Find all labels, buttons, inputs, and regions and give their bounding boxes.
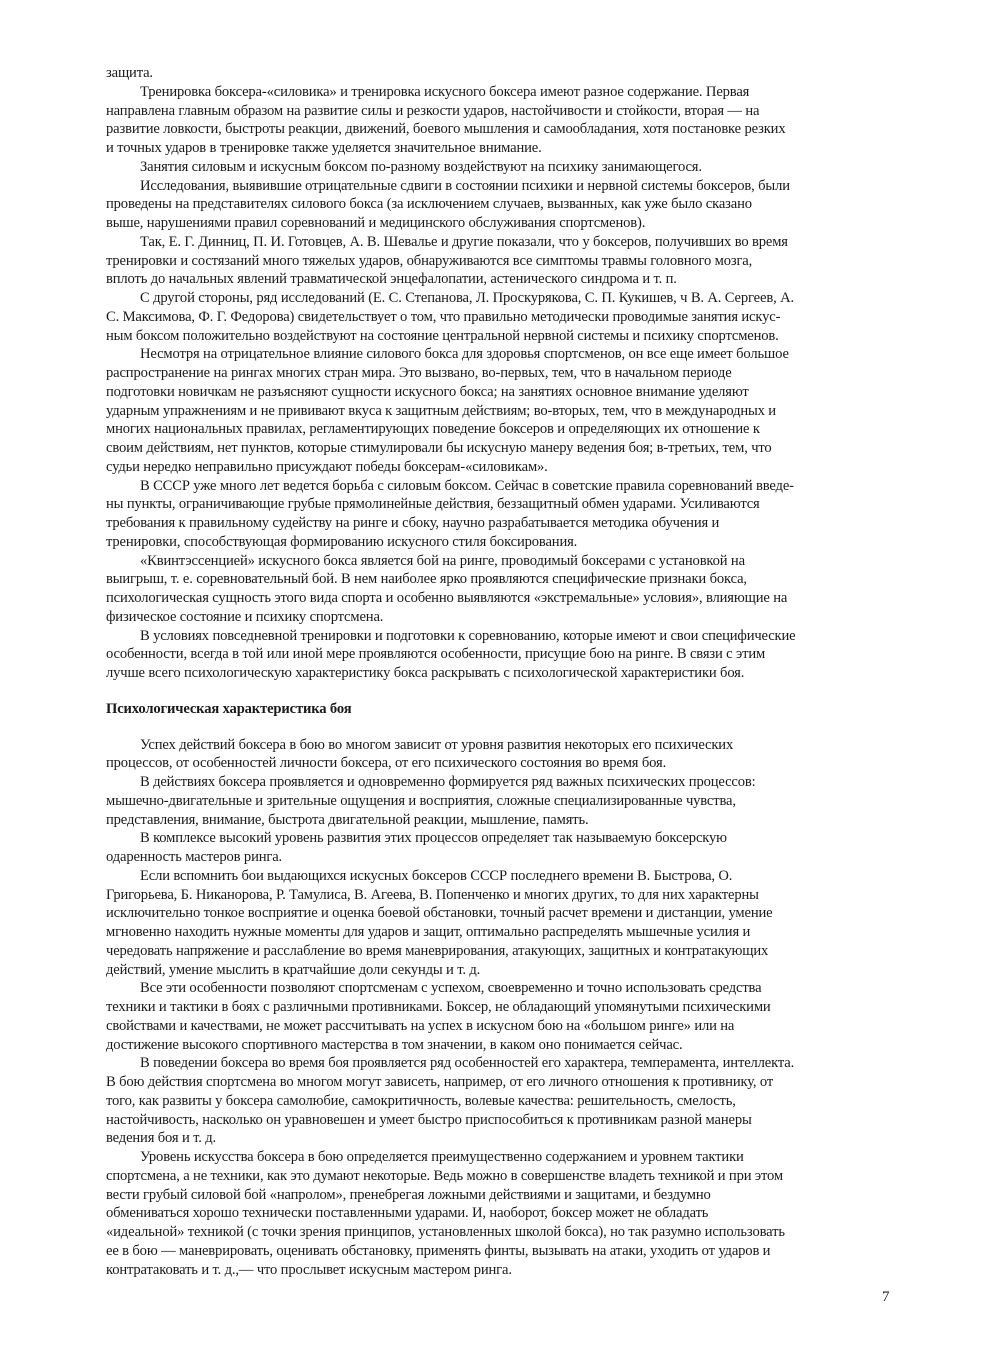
- paragraph: [106, 979, 896, 1054]
- text-line: ны пункты, ограничивающие грубые прямолинейные действия, беззащитный обмен ударами. Усиливаются: [106, 496, 760, 513]
- text-line: Григорьева, Б. Никанорова, Р. Тамулиса, В. Агеева, В. Попенченко и многих других, то для них характерны: [106, 886, 759, 903]
- text-line: Если вспомнить бои выдающихся искусных боксеров СССР последнего времени В. Быстрова, О.: [140, 867, 733, 884]
- paragraph: [106, 477, 896, 552]
- text-line: В действиях боксера проявляется и одновременно формируется ряд важных психических процессов:: [140, 774, 756, 790]
- text-line: и точных ударов в тренировке также уделяется значительное внимание.: [106, 140, 542, 156]
- text-line: многих национальных правилах, регламентирующих поведение боксеров и определяющих их отношение к: [106, 421, 760, 438]
- text-line: представления, внимание, быстрота двигательной реакции, мышление, память.: [106, 811, 589, 828]
- paragraph: [106, 736, 896, 774]
- text-line: вести грубый силовой бой «напролом», пренебрегая ложными действиями и защитами, и бездумно: [106, 1186, 711, 1203]
- section-intro: [106, 64, 896, 683]
- text-line: Исследования, выявившие отрицательные сдвиги в состоянии психики и нервной системы боксеров, были: [140, 177, 790, 194]
- text-line: чередовать напряжение и расслабление во время маневрирования, атакующих, защитных и контратакующих: [106, 942, 769, 959]
- text-line: В бою действия спортсмена во многом могут зависеть, например, от его личного отношения к противнику, от: [106, 1074, 774, 1090]
- text-line: мгновенно находить нужные моменты для ударов и защит, оптимально распределять мышечные усилия и: [106, 924, 751, 940]
- text-line: тренировки, способствующая формированию искусного стиля боксирования.: [106, 533, 578, 550]
- paragraph: [106, 867, 896, 980]
- text-line: спортсмена, а не техники, как это думают некоторые. Ведь можно в совершенстве владеть техникой и при этом: [106, 1167, 783, 1184]
- text-line: действий, умение мыслить в кратчайшие доли секунды и т. д.: [106, 961, 481, 978]
- text-line: достижение высокого спортивного мастерства в том значении, в каком оно понимается сейчас.: [106, 1036, 683, 1053]
- text-line: Уровень искусства боксера в бою определяется преимущественно содержанием и уровнем тактики: [140, 1149, 744, 1165]
- text-line: «Квинтэссенцией» искусного бокса является бой на ринге, проводимый боксерами с установкой на: [140, 552, 745, 569]
- text-line: защита.: [106, 65, 153, 81]
- paragraph: [106, 233, 896, 289]
- text-line: Тренировка боксера-«силовика» и тренировка искусного боксера имеют разное содержание. Первая: [140, 83, 750, 100]
- paragraph: [106, 83, 896, 158]
- text-line: подготовки новичкам не разъясняют сущности искусного бокса; на занятиях основное внимание уделяют: [106, 383, 749, 400]
- text-line: Успех действий боксера в бою во многом зависит от уровня развития некоторых его психических: [140, 736, 734, 753]
- paragraph: [106, 158, 896, 177]
- section-psychological-characteristics: [106, 736, 896, 1280]
- paragraph: [106, 64, 896, 83]
- text-line: тренировки и состязаний много тяжелых ударов, обнаруживаются все симптомы травмы головного мозга,: [106, 252, 753, 269]
- text-line: мышечно-двигательные и зрительные ощущения и восприятия, сложные специализированные чувства,: [106, 792, 736, 809]
- text-line: В поведении боксера во время боя проявляется ряд особенностей его характера, темперамента, интеллекта.: [140, 1055, 795, 1072]
- text-line: техники и тактики в боях с различными противниками. Боксер, не обладающий упомянутыми психическими: [106, 999, 771, 1015]
- text-line: того, как развиты у боксера самолюбие, самокритичность, волевые качества: решительность, смелость,: [106, 1092, 736, 1109]
- text-line: лучше всего психологическую характеристику бокса раскрывать с психологической характеристики боя.: [106, 665, 745, 681]
- text-line: С другой стороны, ряд исследований (Е. С. Степанова, Л. Проскурякова, С. П. Кукишев, ч В. А. Сергеев, А.: [140, 290, 794, 306]
- text-line: Несмотря на отрицательное влияние силового бокса для здоровья спортсменов, он все еще имеет большое: [140, 346, 789, 363]
- paragraph: [106, 552, 896, 627]
- section-heading: Психологическая характеристика боя: [106, 700, 352, 717]
- text-line: Занятия силовым и искусным боксом по-разному воздействуют на психику занимающегося.: [140, 158, 702, 175]
- text-line: выигрыш, т. е. соревновательный бой. В нем наиболее ярко проявляются специфические признаки бокса,: [106, 571, 747, 588]
- text-line: психологическая сущность этого вида спорта и особенно выявляются «экстремальные» условия», влияющие на: [106, 590, 788, 606]
- text-line: ударным упражнениям и не прививают вкуса к защитным действиям; во-вторых, тем, что в международных и: [106, 402, 776, 419]
- text-line: особенности, всегда в той или иной мере проявляются особенности, присущие бою на ринге. В связи с этим: [106, 646, 766, 663]
- text-line: проведены на представителях силового бокса (за исключением случаев, вызванных, как уже было сказано: [106, 196, 752, 213]
- text-line: свойствами и качествами, не может рассчитывать на успех в искусном бою на «большом ринге» или на: [106, 1017, 735, 1034]
- text-line: физическое состояние и психику спортсмена.: [106, 608, 384, 625]
- text-line: В СССР уже много лет ведется борьба с силовым боксом. Сейчас в советские правила соревнований введе-: [140, 477, 794, 494]
- text-line: судьи нередко неправильно присуждают победы боксерам-«силовикам».: [106, 458, 548, 475]
- text-line: В условиях повседневной тренировки и подготовки к соревнованию, которые имеют и свои специфические: [140, 627, 796, 644]
- text-line: требования к правильному судейству на ринге и сбоку, научно разрабатывается методика обучения и: [106, 515, 720, 531]
- text-line: направлена главным образом на развитие силы и резкости ударов, настойчивости и стойкости, вторая — на: [106, 102, 760, 119]
- text-line: «идеальной» техникой (с точки зрения принципов, установленных школой бокса), но так разумно использовать: [106, 1224, 785, 1240]
- text-line: одаренность мастеров ринга.: [106, 849, 283, 865]
- text-line: ведения боя и т. д.: [106, 1130, 217, 1147]
- text-line: настойчивость, насколько он уравновешен и умеет быстро приспособиться к противникам разной манеры: [106, 1111, 752, 1128]
- paragraph: [106, 177, 896, 233]
- paragraph: [106, 1054, 896, 1148]
- document-page: [106, 64, 896, 1279]
- text-line: ее в бою — маневрировать, оценивать обстановку, применять финты, вызывать на атаки, уходить от ударов и: [106, 1242, 771, 1259]
- text-line: выше, нарушениями правил соревнований и медицинского обслуживания спортсменов).: [106, 215, 646, 231]
- paragraph: [106, 1148, 896, 1279]
- paragraph: [106, 345, 896, 476]
- text-line: исключительно тонкое восприятие и оценка боевой обстановки, точный расчет времени и дистанции, умение: [106, 905, 773, 922]
- text-line: контратаковать и т. д.,— что прослывет искусным мастером ринга.: [106, 1261, 512, 1278]
- text-line: процессов, от особенностей личности боксера, от его психического состояния во время боя.: [106, 755, 667, 772]
- text-line: своим действиям, нет пунктов, которые стимулировали бы искусную манеру ведения боя; в-третьих, тем, что: [106, 440, 772, 456]
- text-line: Все эти особенности позволяют спортсменам с успехом, своевременно и точно использовать средства: [140, 980, 762, 997]
- text-line: С. Максимова, Ф. Г. Федорова) свидетельствует о том, что правильно методически проводимые занятия искус-: [106, 308, 781, 325]
- text-line: обмениваться хорошо технически поставленными ударами. И, наоборот, боксер может не обладать: [106, 1205, 709, 1222]
- paragraph: [106, 829, 896, 867]
- paragraph: [106, 627, 896, 683]
- text-line: развитие ловкости, быстроты реакции, движений, боевого мышления и самообладания, хотя постановке резких: [106, 121, 786, 138]
- page-number: 7: [882, 1289, 890, 1305]
- paragraph: [106, 289, 896, 345]
- text-line: распространение на рингах многих стран мира. Это вызвано, во-первых, тем, что в начальном периоде: [106, 365, 732, 381]
- text-line: ным боксом положительно воздействуют на состояние центральной нервной системы и психику спортсменов.: [106, 327, 779, 344]
- text-line: В комплексе высокий уровень развития этих процессов определяет так называемую боксерскую: [140, 830, 727, 847]
- paragraph: [106, 773, 896, 829]
- text-line: вплоть до начальных явлений травматической энцефалопатии, астенического синдрома и т. п.: [106, 271, 677, 288]
- text-line: Так, Е. Г. Динниц, П. И. Готовцев, А. В. Шевалье и другие показали, что у боксеров, получивших во время: [140, 233, 788, 250]
